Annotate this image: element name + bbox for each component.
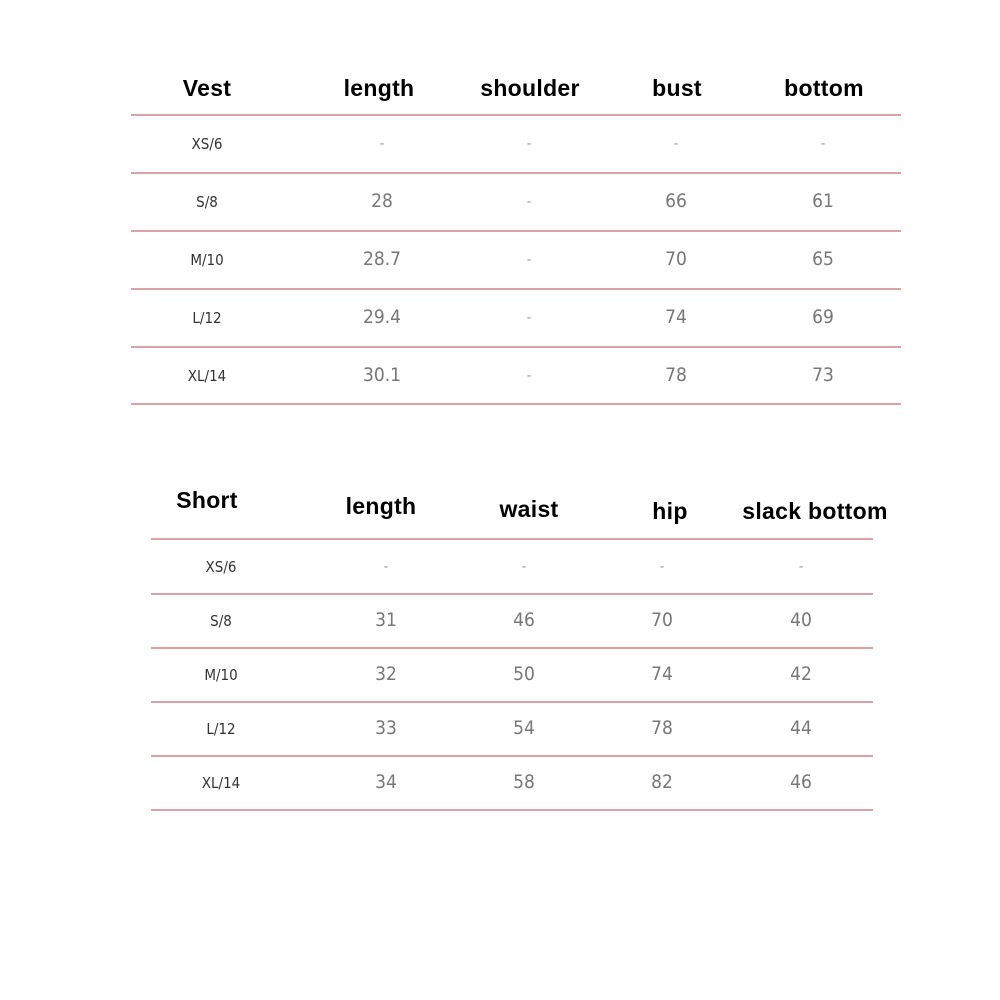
vest-col-shoulder: shoulder — [480, 75, 580, 101]
table-cell: 28 — [371, 190, 393, 212]
table-cell: - — [383, 559, 389, 575]
short-col-slack-bottom: slack bottom — [742, 498, 888, 524]
table-cell: 29.4 — [362, 306, 402, 328]
divider — [131, 403, 901, 405]
table-cell: 78 — [665, 364, 687, 386]
size-label: XL/14 — [187, 367, 227, 385]
table-cell: - — [526, 368, 532, 384]
table-cell: 28.7 — [362, 248, 402, 270]
table-cell: - — [659, 559, 665, 575]
table-cell: 82 — [651, 771, 673, 793]
divider — [151, 538, 873, 540]
table-cell: - — [521, 559, 527, 575]
divider — [131, 114, 901, 116]
size-label: XS/6 — [205, 558, 237, 576]
divider — [131, 230, 901, 232]
size-label: S/8 — [210, 612, 232, 630]
table-cell: - — [526, 136, 532, 152]
table-cell: 30.1 — [362, 364, 402, 386]
table-cell: 58 — [513, 771, 535, 793]
table-cell: - — [379, 136, 385, 152]
table-cell: - — [820, 136, 826, 152]
table-cell: 40 — [790, 609, 812, 631]
size-label: M/10 — [204, 666, 238, 684]
vest-col-bust: bust — [652, 75, 702, 101]
table-cell: 66 — [665, 190, 687, 212]
table-cell: 31 — [375, 609, 397, 631]
divider — [131, 172, 901, 174]
short-col-waist: waist — [499, 496, 559, 522]
divider — [131, 346, 901, 348]
table-cell: 54 — [513, 717, 535, 739]
table-cell: 44 — [790, 717, 812, 739]
vest-col-length: length — [343, 75, 415, 101]
table-cell: 34 — [375, 771, 397, 793]
table-cell: 46 — [790, 771, 812, 793]
short-col-length: length — [345, 493, 417, 519]
size-label: L/12 — [206, 720, 236, 738]
size-label: S/8 — [196, 193, 218, 211]
short-col-hip: hip — [652, 498, 688, 524]
divider — [151, 755, 873, 757]
size-label: XS/6 — [191, 135, 223, 153]
table-cell: 70 — [665, 248, 687, 270]
size-label: M/10 — [190, 251, 224, 269]
vest-col-bottom: bottom — [784, 75, 864, 101]
table-cell: 32 — [375, 663, 397, 685]
table-cell: - — [798, 559, 804, 575]
table-cell: - — [526, 252, 532, 268]
table-cell: - — [526, 310, 532, 326]
table-cell: 74 — [665, 306, 687, 328]
table-cell: 73 — [812, 364, 834, 386]
table-cell: 42 — [790, 663, 812, 685]
vest-title: Vest — [182, 75, 232, 101]
table-cell: 74 — [651, 663, 673, 685]
table-cell: 33 — [375, 717, 397, 739]
table-cell: 46 — [513, 609, 535, 631]
size-label: XL/14 — [201, 774, 241, 792]
table-cell: 70 — [651, 609, 673, 631]
table-cell: 61 — [812, 190, 834, 212]
divider — [131, 288, 901, 290]
divider — [151, 593, 873, 595]
table-cell: 69 — [812, 306, 834, 328]
table-cell: 65 — [812, 248, 834, 270]
table-cell: - — [526, 194, 532, 210]
short-title: Short — [176, 487, 238, 513]
table-cell: - — [673, 136, 679, 152]
size-label: L/12 — [192, 309, 222, 327]
table-cell: 50 — [513, 663, 535, 685]
divider — [151, 701, 873, 703]
divider — [151, 809, 873, 811]
table-cell: 78 — [651, 717, 673, 739]
divider — [151, 647, 873, 649]
